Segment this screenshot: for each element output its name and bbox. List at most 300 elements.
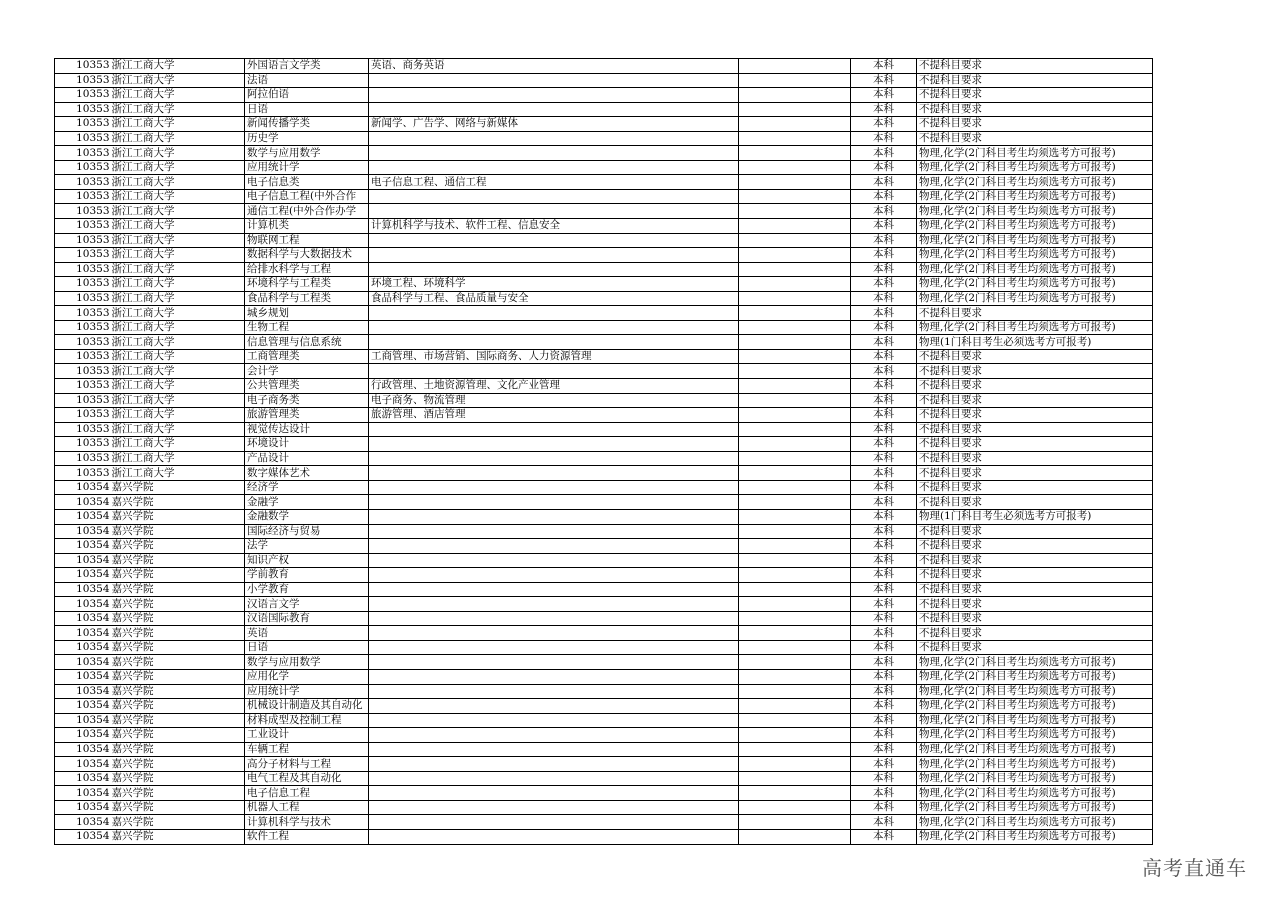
- school-name-cell: 浙江工商大学: [111, 175, 245, 190]
- included-majors-cell: [369, 73, 739, 88]
- subject-requirement-cell: 不提科目要求: [917, 611, 1153, 626]
- major-name-cell: 历史学: [245, 131, 369, 146]
- school-code-cell: 10354: [55, 684, 111, 699]
- table-row: [55, 786, 1153, 801]
- table-row: [55, 829, 1153, 844]
- included-majors-cell: 旅游管理、酒店管理: [369, 408, 739, 423]
- school-code-cell: 10353: [55, 204, 111, 219]
- school-code-cell: 10353: [55, 379, 111, 394]
- table-row: [55, 102, 1153, 117]
- major-name-cell: 应用统计学: [245, 160, 369, 175]
- included-majors-cell: [369, 582, 739, 597]
- empty-cell: [739, 320, 851, 335]
- table-row: [55, 495, 1153, 510]
- included-majors-cell: [369, 786, 739, 801]
- major-name-cell: 英语: [245, 626, 369, 641]
- level-cell: 本科: [851, 771, 917, 786]
- subject-requirement-cell: 物理,化学(2门科目考生均须选考方可报考): [917, 771, 1153, 786]
- empty-cell: [739, 160, 851, 175]
- major-name-cell: 公共管理类: [245, 379, 369, 394]
- school-name-cell: 浙江工商大学: [111, 117, 245, 132]
- school-name-cell: 嘉兴学院: [111, 829, 245, 844]
- included-majors-cell: [369, 437, 739, 452]
- school-code-cell: 10353: [55, 364, 111, 379]
- empty-cell: [739, 451, 851, 466]
- level-cell: 本科: [851, 102, 917, 117]
- level-cell: 本科: [851, 815, 917, 830]
- empty-cell: [739, 509, 851, 524]
- level-cell: 本科: [851, 611, 917, 626]
- empty-cell: [739, 800, 851, 815]
- table-row: [55, 524, 1153, 539]
- included-majors-cell: [369, 829, 739, 844]
- included-majors-cell: [369, 568, 739, 583]
- subject-requirement-cell: 不提科目要求: [917, 451, 1153, 466]
- school-code-cell: 10354: [55, 539, 111, 554]
- school-name-cell: 嘉兴学院: [111, 539, 245, 554]
- subject-requirement-cell: 不提科目要求: [917, 582, 1153, 597]
- empty-cell: [739, 640, 851, 655]
- included-majors-cell: 电子商务、物流管理: [369, 393, 739, 408]
- level-cell: 本科: [851, 829, 917, 844]
- school-code-cell: 10354: [55, 611, 111, 626]
- empty-cell: [739, 611, 851, 626]
- empty-cell: [739, 539, 851, 554]
- school-code-cell: 10353: [55, 262, 111, 277]
- major-name-cell: 数据科学与大数据技术: [245, 248, 369, 263]
- level-cell: 本科: [851, 568, 917, 583]
- level-cell: 本科: [851, 262, 917, 277]
- table-row: [55, 393, 1153, 408]
- major-name-cell: 机器人工程: [245, 800, 369, 815]
- empty-cell: [739, 495, 851, 510]
- school-name-cell: 嘉兴学院: [111, 553, 245, 568]
- empty-cell: [739, 480, 851, 495]
- school-code-cell: 10354: [55, 800, 111, 815]
- school-code-cell: 10353: [55, 335, 111, 350]
- included-majors-cell: [369, 146, 739, 161]
- table-row: [55, 59, 1153, 74]
- school-name-cell: 浙江工商大学: [111, 277, 245, 292]
- included-majors-cell: [369, 466, 739, 481]
- included-majors-cell: [369, 539, 739, 554]
- empty-cell: [739, 728, 851, 743]
- school-name-cell: 浙江工商大学: [111, 233, 245, 248]
- level-cell: 本科: [851, 495, 917, 510]
- school-code-cell: 10354: [55, 568, 111, 583]
- level-cell: 本科: [851, 582, 917, 597]
- level-cell: 本科: [851, 728, 917, 743]
- major-name-cell: 应用统计学: [245, 684, 369, 699]
- school-name-cell: 浙江工商大学: [111, 131, 245, 146]
- subject-requirement-cell: 物理,化学(2门科目考生均须选考方可报考): [917, 320, 1153, 335]
- subject-requirement-cell: 不提科目要求: [917, 480, 1153, 495]
- subject-requirement-cell: 物理,化学(2门科目考生均须选考方可报考): [917, 204, 1153, 219]
- table-row: [55, 73, 1153, 88]
- subject-requirement-cell: 不提科目要求: [917, 553, 1153, 568]
- school-code-cell: 10354: [55, 509, 111, 524]
- subject-requirement-cell: 不提科目要求: [917, 568, 1153, 583]
- level-cell: 本科: [851, 437, 917, 452]
- subject-requirement-cell: 物理,化学(2门科目考生均须选考方可报考): [917, 655, 1153, 670]
- table-row: [55, 713, 1153, 728]
- level-cell: 本科: [851, 539, 917, 554]
- subject-requirement-cell: 不提科目要求: [917, 408, 1153, 423]
- school-code-cell: 10353: [55, 349, 111, 364]
- major-name-cell: 阿拉伯语: [245, 88, 369, 103]
- school-code-cell: 10354: [55, 495, 111, 510]
- school-code-cell: 10353: [55, 175, 111, 190]
- empty-cell: [739, 713, 851, 728]
- table-row: [55, 146, 1153, 161]
- major-name-cell: 环境设计: [245, 437, 369, 452]
- major-name-cell: 数字媒体艺术: [245, 466, 369, 481]
- empty-cell: [739, 408, 851, 423]
- subject-requirement-cell: 物理,化学(2门科目考生均须选考方可报考): [917, 757, 1153, 772]
- included-majors-cell: 环境工程、环境科学: [369, 277, 739, 292]
- school-name-cell: 嘉兴学院: [111, 495, 245, 510]
- school-name-cell: 浙江工商大学: [111, 306, 245, 321]
- school-code-cell: 10353: [55, 73, 111, 88]
- table-row: [55, 219, 1153, 234]
- included-majors-cell: 工商管理、市场营销、国际商务、人力资源管理: [369, 349, 739, 364]
- school-name-cell: 浙江工商大学: [111, 59, 245, 74]
- school-code-cell: 10353: [55, 320, 111, 335]
- empty-cell: [739, 102, 851, 117]
- school-code-cell: 10354: [55, 713, 111, 728]
- subject-requirement-cell: 物理,化学(2门科目考生均须选考方可报考): [917, 800, 1153, 815]
- table-row: [55, 262, 1153, 277]
- school-name-cell: 嘉兴学院: [111, 786, 245, 801]
- school-code-cell: 10354: [55, 582, 111, 597]
- empty-cell: [739, 277, 851, 292]
- table-row: [55, 364, 1153, 379]
- subject-requirement-cell: 不提科目要求: [917, 349, 1153, 364]
- level-cell: 本科: [851, 146, 917, 161]
- empty-cell: [739, 757, 851, 772]
- major-name-cell: 日语: [245, 640, 369, 655]
- subject-requirement-cell: 不提科目要求: [917, 524, 1153, 539]
- table-row: [55, 800, 1153, 815]
- table-row: [55, 509, 1153, 524]
- level-cell: 本科: [851, 248, 917, 263]
- included-majors-cell: [369, 422, 739, 437]
- school-code-cell: 10353: [55, 233, 111, 248]
- major-name-cell: 国际经济与贸易: [245, 524, 369, 539]
- empty-cell: [739, 379, 851, 394]
- table-row: [55, 553, 1153, 568]
- subject-requirement-cell: 不提科目要求: [917, 539, 1153, 554]
- included-majors-cell: [369, 757, 739, 772]
- empty-cell: [739, 422, 851, 437]
- school-name-cell: 嘉兴学院: [111, 480, 245, 495]
- level-cell: 本科: [851, 88, 917, 103]
- empty-cell: [739, 306, 851, 321]
- subject-requirements-table: [54, 58, 1153, 845]
- empty-cell: [739, 219, 851, 234]
- table-row: [55, 611, 1153, 626]
- empty-cell: [739, 248, 851, 263]
- subject-requirement-cell: 不提科目要求: [917, 437, 1153, 452]
- empty-cell: [739, 829, 851, 844]
- empty-cell: [739, 262, 851, 277]
- subject-requirement-cell: 不提科目要求: [917, 131, 1153, 146]
- school-code-cell: 10354: [55, 786, 111, 801]
- major-name-cell: 法学: [245, 539, 369, 554]
- subject-requirement-cell: 物理,化学(2门科目考生均须选考方可报考): [917, 699, 1153, 714]
- major-name-cell: 汉语国际教育: [245, 611, 369, 626]
- included-majors-cell: [369, 364, 739, 379]
- level-cell: 本科: [851, 800, 917, 815]
- level-cell: 本科: [851, 320, 917, 335]
- school-name-cell: 嘉兴学院: [111, 699, 245, 714]
- school-code-cell: 10353: [55, 102, 111, 117]
- empty-cell: [739, 117, 851, 132]
- included-majors-cell: 新闻学、广告学、网络与新媒体: [369, 117, 739, 132]
- table-row: [55, 422, 1153, 437]
- school-name-cell: 浙江工商大学: [111, 204, 245, 219]
- subject-requirement-cell: 物理,化学(2门科目考生均须选考方可报考): [917, 146, 1153, 161]
- school-code-cell: 10354: [55, 626, 111, 641]
- major-name-cell: 高分子材料与工程: [245, 757, 369, 772]
- major-name-cell: 车辆工程: [245, 742, 369, 757]
- school-code-cell: 10353: [55, 291, 111, 306]
- subject-requirement-cell: 物理,化学(2门科目考生均须选考方可报考): [917, 669, 1153, 684]
- table-row: [55, 640, 1153, 655]
- major-name-cell: 电子信息工程(中外合作: [245, 189, 369, 204]
- major-name-cell: 物联网工程: [245, 233, 369, 248]
- level-cell: 本科: [851, 757, 917, 772]
- school-name-cell: 嘉兴学院: [111, 626, 245, 641]
- school-name-cell: 嘉兴学院: [111, 669, 245, 684]
- table-row: [55, 742, 1153, 757]
- empty-cell: [739, 771, 851, 786]
- school-name-cell: 浙江工商大学: [111, 422, 245, 437]
- school-code-cell: 10353: [55, 117, 111, 132]
- included-majors-cell: [369, 815, 739, 830]
- empty-cell: [739, 73, 851, 88]
- major-name-cell: 法语: [245, 73, 369, 88]
- table-row: [55, 655, 1153, 670]
- level-cell: 本科: [851, 160, 917, 175]
- level-cell: 本科: [851, 640, 917, 655]
- major-name-cell: 食品科学与工程类: [245, 291, 369, 306]
- included-majors-cell: [369, 451, 739, 466]
- included-majors-cell: [369, 553, 739, 568]
- school-name-cell: 浙江工商大学: [111, 379, 245, 394]
- level-cell: 本科: [851, 233, 917, 248]
- subject-requirement-cell: 不提科目要求: [917, 364, 1153, 379]
- level-cell: 本科: [851, 626, 917, 641]
- school-code-cell: 10354: [55, 480, 111, 495]
- table-row: [55, 160, 1153, 175]
- empty-cell: [739, 204, 851, 219]
- empty-cell: [739, 582, 851, 597]
- subject-requirement-cell: 不提科目要求: [917, 466, 1153, 481]
- school-name-cell: 嘉兴学院: [111, 597, 245, 612]
- school-code-cell: 10353: [55, 219, 111, 234]
- included-majors-cell: [369, 728, 739, 743]
- subject-requirement-cell: 物理(1门科目考生必须选考方可报考): [917, 509, 1153, 524]
- major-name-cell: 给排水科学与工程: [245, 262, 369, 277]
- subject-requirement-cell: 不提科目要求: [917, 59, 1153, 74]
- level-cell: 本科: [851, 655, 917, 670]
- school-code-cell: 10354: [55, 597, 111, 612]
- included-majors-cell: [369, 742, 739, 757]
- table-row: [55, 815, 1153, 830]
- included-majors-cell: [369, 306, 739, 321]
- table-row: [55, 248, 1153, 263]
- empty-cell: [739, 568, 851, 583]
- table-row: [55, 728, 1153, 743]
- level-cell: 本科: [851, 277, 917, 292]
- empty-cell: [739, 524, 851, 539]
- table-row: [55, 539, 1153, 554]
- table-row: [55, 684, 1153, 699]
- level-cell: 本科: [851, 699, 917, 714]
- subject-requirement-cell: 物理,化学(2门科目考生均须选考方可报考): [917, 277, 1153, 292]
- major-name-cell: 新闻传播学类: [245, 117, 369, 132]
- empty-cell: [739, 364, 851, 379]
- subject-requirement-cell: 物理,化学(2门科目考生均须选考方可报考): [917, 219, 1153, 234]
- included-majors-cell: [369, 800, 739, 815]
- table-row: [55, 117, 1153, 132]
- school-code-cell: 10353: [55, 131, 111, 146]
- level-cell: 本科: [851, 684, 917, 699]
- level-cell: 本科: [851, 422, 917, 437]
- major-name-cell: 学前教育: [245, 568, 369, 583]
- school-code-cell: 10353: [55, 160, 111, 175]
- subject-requirement-cell: 物理,化学(2门科目考生均须选考方可报考): [917, 815, 1153, 830]
- school-code-cell: 10353: [55, 437, 111, 452]
- empty-cell: [739, 437, 851, 452]
- major-name-cell: 小学教育: [245, 582, 369, 597]
- major-name-cell: 经济学: [245, 480, 369, 495]
- school-code-cell: 10353: [55, 408, 111, 423]
- school-code-cell: 10353: [55, 59, 111, 74]
- included-majors-cell: [369, 320, 739, 335]
- level-cell: 本科: [851, 713, 917, 728]
- empty-cell: [739, 626, 851, 641]
- school-name-cell: 嘉兴学院: [111, 800, 245, 815]
- school-code-cell: 10353: [55, 189, 111, 204]
- included-majors-cell: [369, 655, 739, 670]
- major-name-cell: 知识产权: [245, 553, 369, 568]
- table-row: [55, 408, 1153, 423]
- school-name-cell: 浙江工商大学: [111, 466, 245, 481]
- empty-cell: [739, 553, 851, 568]
- school-name-cell: 浙江工商大学: [111, 160, 245, 175]
- empty-cell: [739, 175, 851, 190]
- major-name-cell: 工业设计: [245, 728, 369, 743]
- empty-cell: [739, 393, 851, 408]
- subject-requirement-cell: 物理,化学(2门科目考生均须选考方可报考): [917, 160, 1153, 175]
- school-code-cell: 10354: [55, 669, 111, 684]
- included-majors-cell: [369, 189, 739, 204]
- table-row: [55, 379, 1153, 394]
- empty-cell: [739, 146, 851, 161]
- included-majors-cell: [369, 262, 739, 277]
- subject-requirement-cell: 物理,化学(2门科目考生均须选考方可报考): [917, 742, 1153, 757]
- level-cell: 本科: [851, 509, 917, 524]
- major-name-cell: 产品设计: [245, 451, 369, 466]
- level-cell: 本科: [851, 466, 917, 481]
- major-name-cell: 电子信息类: [245, 175, 369, 190]
- subject-requirement-cell: 物理,化学(2门科目考生均须选考方可报考): [917, 786, 1153, 801]
- included-majors-cell: [369, 524, 739, 539]
- level-cell: 本科: [851, 219, 917, 234]
- major-name-cell: 计算机科学与技术: [245, 815, 369, 830]
- included-majors-cell: 行政管理、土地资源管理、文化产业管理: [369, 379, 739, 394]
- major-name-cell: 材料成型及控制工程: [245, 713, 369, 728]
- table-row: [55, 335, 1153, 350]
- subject-requirement-cell: 物理,化学(2门科目考生均须选考方可报考): [917, 684, 1153, 699]
- subject-requirement-cell: 不提科目要求: [917, 88, 1153, 103]
- school-name-cell: 嘉兴学院: [111, 582, 245, 597]
- subject-requirement-cell: 不提科目要求: [917, 306, 1153, 321]
- included-majors-cell: [369, 233, 739, 248]
- included-majors-cell: [369, 131, 739, 146]
- school-code-cell: 10354: [55, 742, 111, 757]
- major-name-cell: 外国语言文学类: [245, 59, 369, 74]
- school-code-cell: 10353: [55, 306, 111, 321]
- school-name-cell: 浙江工商大学: [111, 262, 245, 277]
- school-name-cell: 嘉兴学院: [111, 524, 245, 539]
- level-cell: 本科: [851, 393, 917, 408]
- school-name-cell: 浙江工商大学: [111, 291, 245, 306]
- school-name-cell: 浙江工商大学: [111, 88, 245, 103]
- school-code-cell: 10354: [55, 640, 111, 655]
- subject-requirement-cell: 不提科目要求: [917, 640, 1153, 655]
- level-cell: 本科: [851, 379, 917, 394]
- included-majors-cell: [369, 713, 739, 728]
- school-name-cell: 嘉兴学院: [111, 815, 245, 830]
- table-row: [55, 597, 1153, 612]
- major-name-cell: 电子商务类: [245, 393, 369, 408]
- empty-cell: [739, 291, 851, 306]
- major-name-cell: 数学与应用数学: [245, 655, 369, 670]
- table-row: [55, 349, 1153, 364]
- subject-requirement-cell: 物理,化学(2门科目考生均须选考方可报考): [917, 713, 1153, 728]
- school-code-cell: 10353: [55, 248, 111, 263]
- table-row: [55, 568, 1153, 583]
- subject-requirement-cell: 不提科目要求: [917, 626, 1153, 641]
- included-majors-cell: 电子信息工程、通信工程: [369, 175, 739, 190]
- school-name-cell: 浙江工商大学: [111, 437, 245, 452]
- table-row: [55, 466, 1153, 481]
- table-row: [55, 437, 1153, 452]
- table-row: [55, 175, 1153, 190]
- school-name-cell: 浙江工商大学: [111, 320, 245, 335]
- included-majors-cell: [369, 509, 739, 524]
- included-majors-cell: 英语、商务英语: [369, 59, 739, 74]
- school-name-cell: 浙江工商大学: [111, 219, 245, 234]
- subject-requirement-cell: 物理,化学(2门科目考生均须选考方可报考): [917, 189, 1153, 204]
- major-name-cell: 会计学: [245, 364, 369, 379]
- school-name-cell: 嘉兴学院: [111, 684, 245, 699]
- subject-requirement-cell: 物理,化学(2门科目考生均须选考方可报考): [917, 233, 1153, 248]
- level-cell: 本科: [851, 306, 917, 321]
- included-majors-cell: [369, 480, 739, 495]
- included-majors-cell: [369, 640, 739, 655]
- subject-requirement-cell: 不提科目要求: [917, 102, 1153, 117]
- school-code-cell: 10353: [55, 451, 111, 466]
- school-code-cell: 10354: [55, 699, 111, 714]
- major-name-cell: 机械设计制造及其自动化: [245, 699, 369, 714]
- empty-cell: [739, 815, 851, 830]
- table-row: [55, 291, 1153, 306]
- empty-cell: [739, 742, 851, 757]
